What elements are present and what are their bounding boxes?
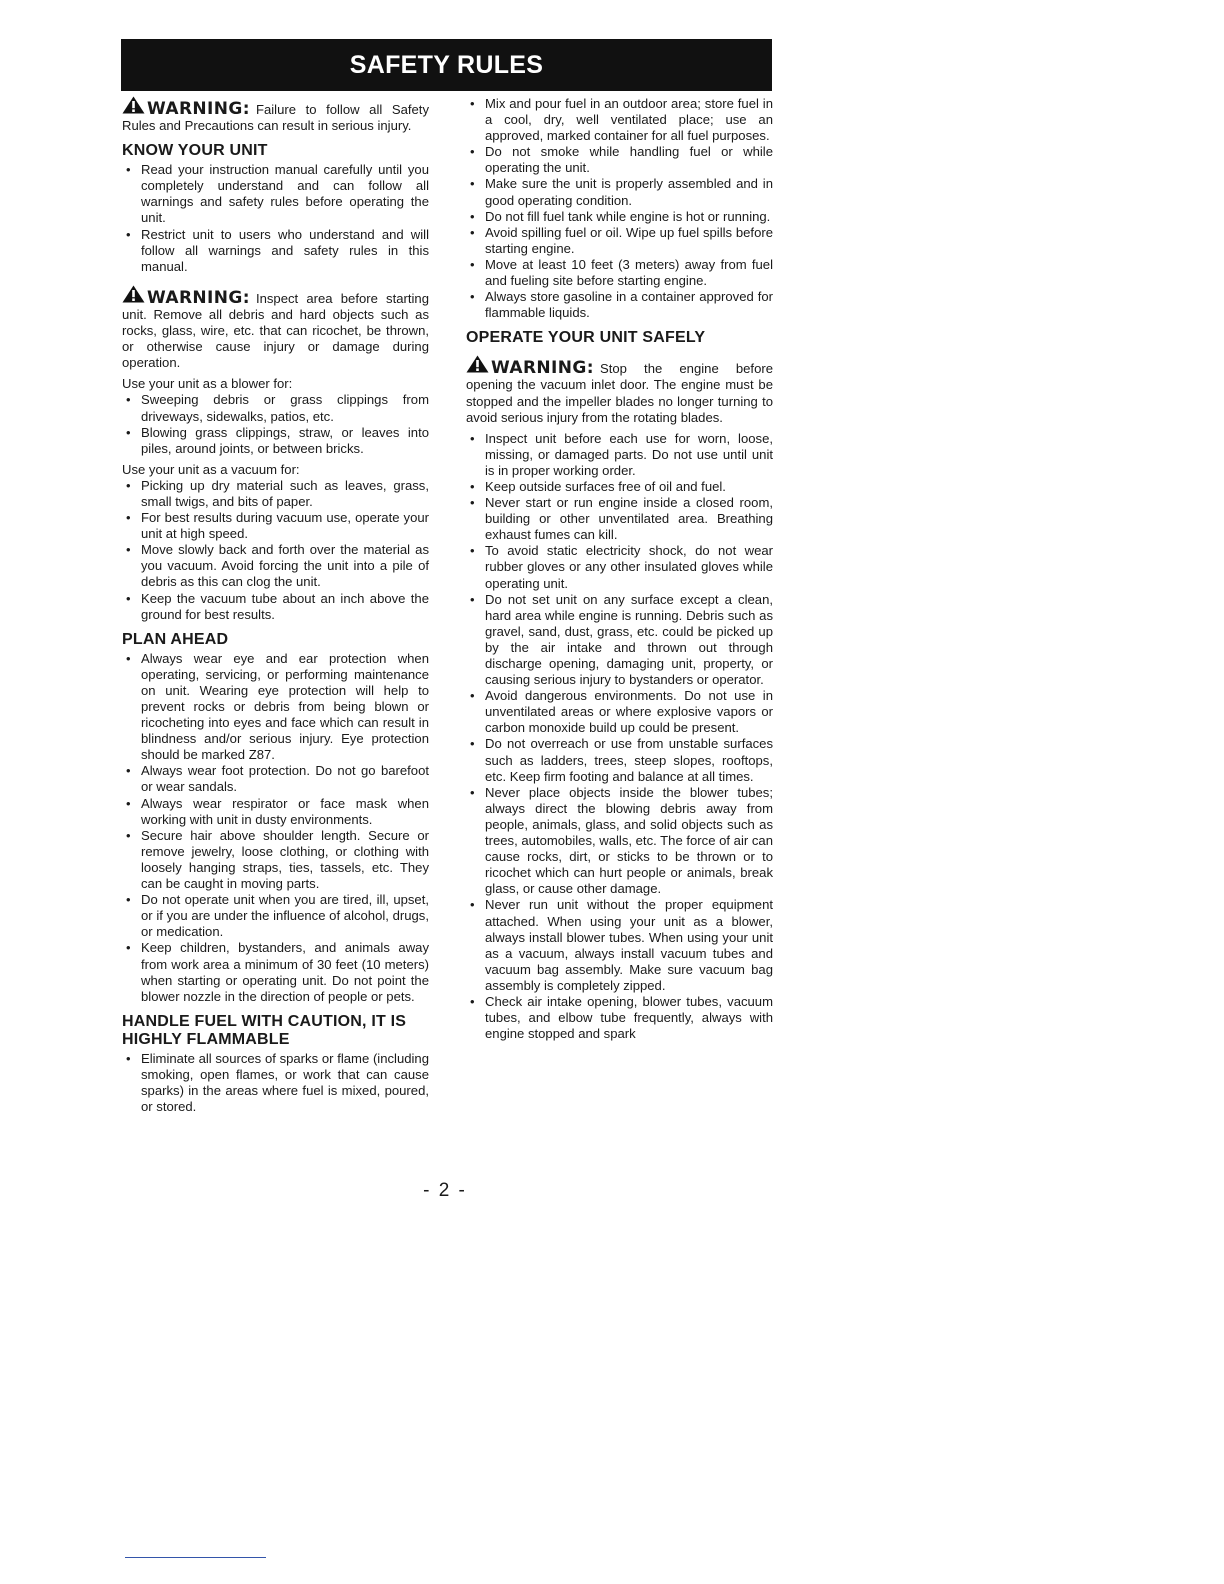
list-item: • Do not overreach or use from unstable surfaces such as ladders, trees, steep slopes, rooftops, etc. Keep firm footing and balance at all times. [466, 736, 773, 784]
section-heading-handle-fuel: HANDLE FUEL WITH CAUTION, IT IS HIGHLY FLAMMABLE [122, 1012, 407, 1048]
page-title: SAFETY RULES [349, 50, 544, 79]
fuel-list-left [122, 1051, 429, 1115]
warning-block-3 [466, 355, 773, 425]
warning-label: WARNING: [122, 285, 250, 306]
list-item: • Do not set unit on any surface except a clean, hard area while engine is running. Debris such as gravel, sand, dust, grass, etc. could be picked up by the air intake and thrown out through discharge opening, damaging unit, property, or causing serious injury to bystanders or operator. [466, 592, 773, 689]
list-item: • Never place objects inside the blower tubes; always direct the blowing debris away from people, animals, glass, and solid objects such as trees, automobiles, walls, etc. The force of air can cause rocks, dirt, or sticks to be thrown or to ricochet which can hurt people or animals, break glass, or cause other damage. [466, 785, 773, 898]
list-item: • Sweeping debris or grass clippings from driveways, sidewalks, patios, etc. [122, 392, 429, 424]
list-item: • Avoid spilling fuel or oil. Wipe up fuel spills before starting engine. [466, 225, 773, 257]
page-title-banner [121, 39, 772, 91]
list-item: • Read your instruction manual carefully until you completely understand and can follow all warnings and safety rules before operating the unit. [122, 162, 429, 226]
list-item: • Do not smoke while handling fuel or while operating the unit. [466, 144, 773, 176]
list-item: • Eliminate all sources of sparks or flame (including smoking, open flames, or work that can cause sparks) in the areas where fuel is mixed, poured, or stored. [122, 1051, 429, 1115]
operate-safely-list [466, 431, 773, 1043]
list-item: • Never run unit without the proper equipment attached. When using your unit as a blower, always install blower tubes. When using your unit as a vacuum, always install vacuum tubes and vacuum bag assembly. Make sure vacuum bag assembly is completely zipped. [466, 897, 773, 994]
list-item: • Do not operate unit when you are tired, ill, upset, or if you are under the influence of alcohol, drugs, or medication. [122, 892, 429, 940]
warning-triangle-icon [122, 96, 145, 114]
vacuum-uses-list [122, 478, 429, 623]
warning-triangle-icon [122, 285, 145, 303]
page-number: - 2 - [423, 1180, 467, 1201]
warning-block-1 [122, 96, 429, 134]
blower-uses-list [122, 392, 429, 456]
list-item: • Picking up dry material such as leaves, grass, small twigs, and bits of paper. [122, 478, 429, 510]
right-column [466, 96, 773, 1047]
warning-text: Inspect area before starting unit. Remove all debris and hard objects such as rocks, glass, wire, etc. that can ricochet, be thrown, or otherwise cause injury or damage during operation. [122, 290, 429, 371]
list-item: • Inspect unit before each use for worn, loose, missing, or damaged parts. Do not use until unit is in proper working order. [466, 431, 773, 479]
list-item: • For best results during vacuum use, operate your unit at high speed. [122, 510, 429, 542]
vacuum-intro: Use your unit as a vacuum for: [122, 461, 300, 477]
list-item: • Always wear respirator or face mask when working with unit in dusty environments. [122, 796, 429, 828]
warning-triangle-icon [466, 355, 489, 373]
warning-text: Failure to follow all Safety Rules and Precautions can result in serious injury. [122, 102, 429, 134]
fuel-list-right [466, 96, 773, 321]
list-item: • Do not fill fuel tank while engine is hot or running. [466, 209, 773, 225]
section-heading-operate-safely: OPERATE YOUR UNIT SAFELY [466, 329, 706, 347]
list-item: • Never start or run engine inside a closed room, building or other unventilated area. Breathing exhaust fumes can kill. [466, 495, 773, 543]
list-item: • Always wear foot protection. Do not go barefoot or wear sandals. [122, 763, 429, 795]
list-item: • Keep outside surfaces free of oil and fuel. [466, 479, 773, 495]
list-item: • Keep children, bystanders, and animals away from work area a minimum of 30 feet (10 meters) when starting or operating unit. Do not point the blower nozzle in the direction of people or pets. [122, 940, 429, 1004]
list-item: • Move slowly back and forth over the material as you vacuum. Avoid forcing the unit into a pile of debris as this can clog the unit. [122, 542, 429, 590]
list-item: • Restrict unit to users who understand and will follow all warnings and safety rules in this manual. [122, 227, 429, 275]
list-item: • Keep the vacuum tube about an inch above the ground for best results. [122, 591, 429, 623]
list-item: • Check air intake opening, blower tubes, vacuum tubes, and elbow tube frequently, always with engine stopped and spark [466, 994, 773, 1042]
footer-divider [125, 1557, 266, 1558]
warning-label: WARNING: [122, 96, 250, 117]
plan-ahead-list [122, 651, 429, 1005]
list-item: • Secure hair above shoulder length. Secure or remove jewelry, loose clothing, or clothing with loosely hanging straps, ties, tassels, etc. They can be caught in moving parts. [122, 828, 429, 892]
section-heading-know-your-unit: KNOW YOUR UNIT [122, 142, 268, 160]
list-item: • Mix and pour fuel in an outdoor area; store fuel in a cool, dry, well ventilated place; use an approved, marked container for all fuel purposes. [466, 96, 773, 144]
section-heading-plan-ahead: PLAN AHEAD [122, 630, 229, 648]
warning-text: Stop the engine before opening the vacuum inlet door. The engine must be stopped and the impeller blades no longer turning to avoid serious injury from the rotating blades. [466, 361, 773, 425]
list-item: • Avoid dangerous environments. Do not use in unventilated areas or where explosive vapors or carbon monoxide build up could be present. [466, 688, 773, 736]
list-item: • To avoid static electricity shock, do not wear rubber gloves or any other insulated gloves while operating unit. [466, 543, 773, 591]
list-item: • Blowing grass clippings, straw, or leaves into piles, around joints, or between bricks. [122, 425, 429, 457]
list-item: • Make sure the unit is properly assembled and in good operating condition. [466, 176, 773, 208]
list-item: • Always store gasoline in a container approved for flammable liquids. [466, 289, 773, 321]
know-your-unit-list [122, 162, 429, 275]
warning-block-2 [122, 285, 429, 371]
blower-intro: Use your unit as a blower for: [122, 376, 293, 392]
warning-label: WARNING: [466, 355, 594, 376]
list-item: • Always wear eye and ear protection when operating, servicing, or performing maintenance on unit. Wearing eye protection will help to prevent rocks or debris from being blown or ricocheting into eyes and face which can result in blindness and/or serious injury. Eye protection should be marked Z87. [122, 651, 429, 764]
list-item: • Move at least 10 feet (3 meters) away from fuel and fueling site before starting engine. [466, 257, 773, 289]
left-column [122, 96, 429, 1120]
